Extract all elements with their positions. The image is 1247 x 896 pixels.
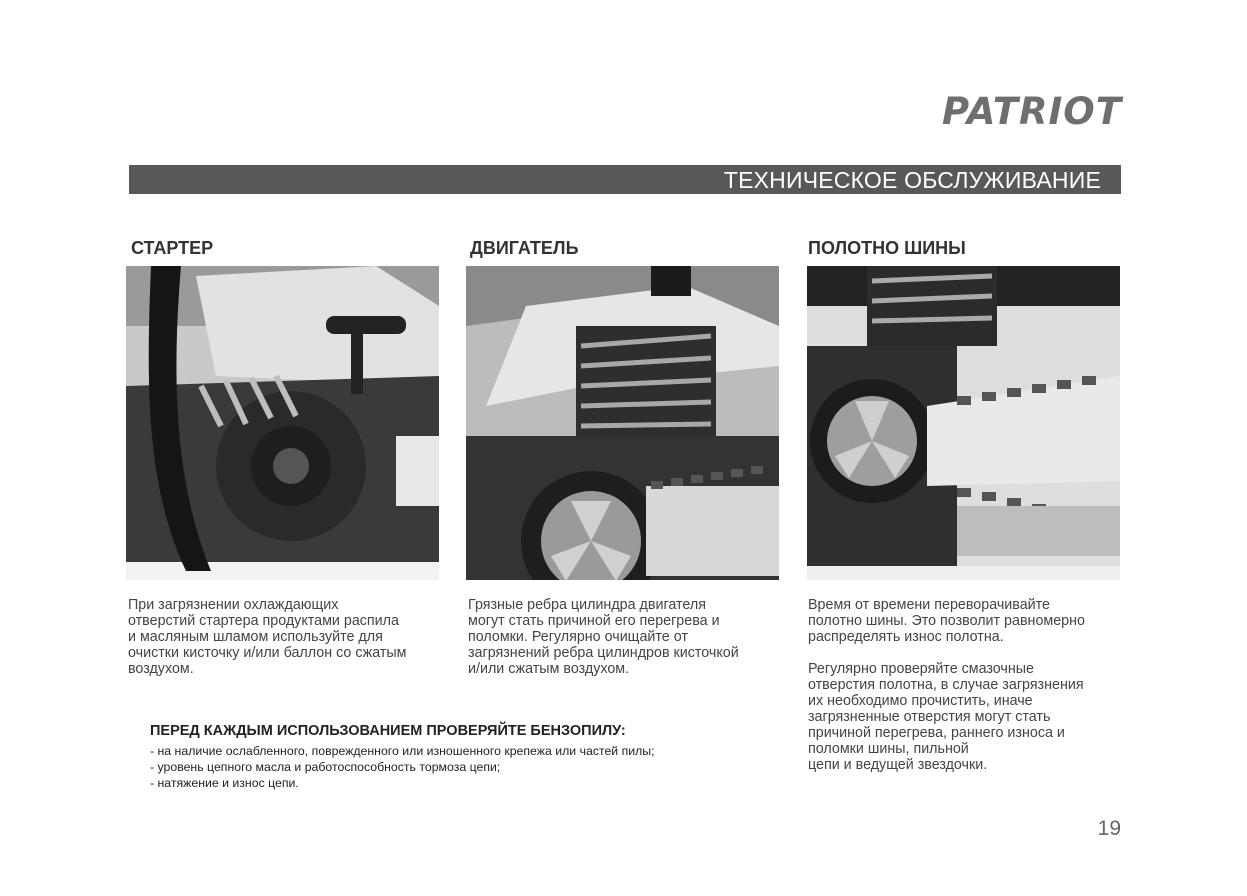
text-line: их необходимо прочистить, иначе bbox=[808, 693, 1033, 709]
text-line: загрязнений ребра цилиндров кисточкой bbox=[468, 645, 739, 661]
heading-engine: ДВИГАТЕЛЬ bbox=[470, 238, 579, 258]
text-line: При загрязнении охлаждающих bbox=[128, 597, 339, 613]
text-line: воздухом. bbox=[128, 661, 194, 677]
text-line: причиной перегрева, раннего износа и bbox=[808, 725, 1065, 741]
section-banner bbox=[129, 165, 1121, 194]
text-line: очистки кисточку и/или баллон со сжатым bbox=[128, 645, 407, 661]
text-line: поломки шины, пильной bbox=[808, 741, 969, 757]
text-line: цепи и ведущей звездочки. bbox=[808, 757, 988, 773]
checklist-title: ПЕРЕД КАЖДЫМ ИСПОЛЬЗОВАНИЕМ ПРОВЕРЯЙТЕ БЕНЗОПИЛУ: bbox=[150, 723, 626, 739]
text-line: могут стать причиной его перегрева и bbox=[468, 613, 720, 629]
starter-photo bbox=[126, 266, 439, 580]
text-line: поломки. Регулярно очищайте от bbox=[468, 629, 688, 645]
bar-text-1 bbox=[808, 597, 1085, 645]
checklist bbox=[150, 743, 655, 791]
text-line: отверстия полотна, в случае загрязнения bbox=[808, 677, 1084, 693]
bar-text-2 bbox=[808, 661, 1084, 773]
text-line: Регулярно проверяйте смазочные bbox=[808, 661, 1034, 677]
banner-title: ТЕХНИЧЕСКОЕ ОБСЛУЖИВАНИЕ bbox=[723, 167, 1101, 193]
text-line: полотно шины. Это позволит равномерно bbox=[808, 613, 1085, 629]
checklist-item: - на наличие ослабленного, поврежденного или изношенного крепежа или частей пилы; bbox=[150, 744, 655, 758]
logo-text: PATRIOT bbox=[941, 90, 1122, 133]
heading-bar: ПОЛОТНО ШИНЫ bbox=[808, 238, 966, 258]
text-line: распределять износ полотна. bbox=[808, 629, 1004, 645]
text-line: Время от времени переворачивайте bbox=[808, 597, 1050, 613]
text-line: и/или сжатым воздухом. bbox=[468, 661, 630, 677]
text-line: и масляным шламом используйте для bbox=[128, 629, 383, 645]
checklist-item: - уровень цепного масла и работоспособность тормоза цепи; bbox=[150, 760, 501, 774]
text-line: отверстий стартера продуктами распила bbox=[128, 613, 399, 629]
bar-photo bbox=[807, 266, 1120, 580]
engine-photo bbox=[466, 266, 779, 580]
patriot-logo bbox=[900, 90, 1122, 134]
starter-text bbox=[128, 597, 407, 677]
heading-starter: СТАРТЕР bbox=[131, 238, 214, 258]
text-line: загрязненные отверстия могут стать bbox=[808, 709, 1051, 725]
checklist-item: - натяжение и износ цепи. bbox=[150, 776, 299, 790]
engine-text bbox=[468, 597, 739, 677]
text-line: Грязные ребра цилиндра двигателя bbox=[468, 597, 706, 613]
page-number: 19 bbox=[1097, 817, 1121, 840]
